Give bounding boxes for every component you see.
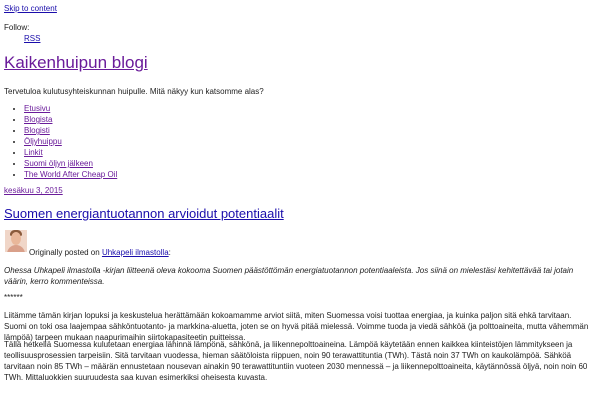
post-title xyxy=(4,206,284,221)
author-avatar[interactable] xyxy=(5,230,27,252)
nav-item xyxy=(24,114,117,125)
site-tagline: Tervetuloa kulutusyhteiskunnan huipulle. Mitä näkyy kun katsomme alas? xyxy=(4,87,264,96)
follow-label: Follow: xyxy=(4,23,30,32)
nav-link-etusivu[interactable]: Etusivu xyxy=(24,104,51,113)
nav-item xyxy=(24,147,117,158)
post-paragraph-1: Liitämme tämän kirjan lopuksi ja keskustelua herättämään kokoamamme arviot siitä, miten Suomessa voisi tuottaa energiaa, ja kuinka paljon sitä ehkä tarvitaan. Suomi on toki osa laajempaa sähköntuotanto- ja markkina-aluetta, joten se on hyvä pitää mielessä. Voimme tuoda ja viedä sähköä (ja polttoaineita, mutta vähemmän lämpöä) tarpeen mukaan naapurimaihin siirtokapasiteetin puitteissa. xyxy=(4,311,589,342)
nav-link-world-after-cheap-oil[interactable]: The World After Cheap Oil xyxy=(24,170,118,179)
nav-item xyxy=(24,158,117,169)
main-navigation xyxy=(4,103,117,180)
nav-link-linkit[interactable]: Linkit xyxy=(24,148,43,157)
site-title[interactable]: Kaikenhuipun blogi xyxy=(4,53,148,72)
nav-link-blogista[interactable]: Blogista xyxy=(24,115,53,124)
post-date-link[interactable]: kesäkuu 3, 2015 xyxy=(4,186,63,195)
post-paragraph-2: Tällä hetkellä Suomessa kulutetaan energiaa lähinnä lämpönä, sähkönä, ja liikennepolttoaineina. Lämpöä käytetään ennen kaikkea kiinteistöjen lämmitykseen ja teollisuusprosessien tarpeisiin. Sitä tarvitaan vuodessa, hieman säätöloista riippuen, noin 90 terawattituntia (TWh). Tästä noin 37 TWh on kaukolämpöä. Sähköä tarvitaan noin 85 TWh – määrän ennustetaan nousevan ainakin 90 terawattituntiin vuoteen 2030 mennessä – ja liikennepolttoaineita, käytännössä öljyä, noin noin 60 TWh. Mittaluokkien suuruudesta saa kuvan esimerkiksi oheisesta kuvasta. xyxy=(4,340,588,382)
rss-link[interactable]: RSS xyxy=(24,34,41,43)
nav-link-oljyhuippu[interactable]: Öljyhuippu xyxy=(24,137,62,146)
originally-posted-line xyxy=(29,248,171,257)
nav-link-suomi-oljyn-jalkeen[interactable]: Suomi öljyn jälkeen xyxy=(24,159,93,168)
originally-posted-prefix: Originally posted on xyxy=(29,248,100,257)
nav-item xyxy=(24,125,117,136)
original-source-link[interactable]: Uhkapeli ilmastolla xyxy=(101,248,169,257)
post-title-link[interactable]: Suomen energiantuotannon arvioidut potentiaalit xyxy=(4,206,284,221)
post-intro: Ohessa Uhkapeli ilmastolla -kirjan liitteenä oleva kokooma Suomen päästöttömän energiatuotannon potentiaaleista. Jos siinä on mielestäsi kehitettävää tai jotain väärin, kerro kommenteissa. xyxy=(4,266,574,286)
skip-to-content-link[interactable]: Skip to content xyxy=(4,4,57,13)
nav-item xyxy=(24,103,117,114)
nav-item xyxy=(24,169,117,180)
nav-item xyxy=(24,136,117,147)
nav-link-blogisti[interactable]: Blogisti xyxy=(24,126,50,135)
originally-posted-suffix: : xyxy=(168,248,171,257)
avatar-shoulders xyxy=(7,245,25,252)
post-separator: ****** xyxy=(4,293,23,302)
avatar-face xyxy=(11,232,21,245)
